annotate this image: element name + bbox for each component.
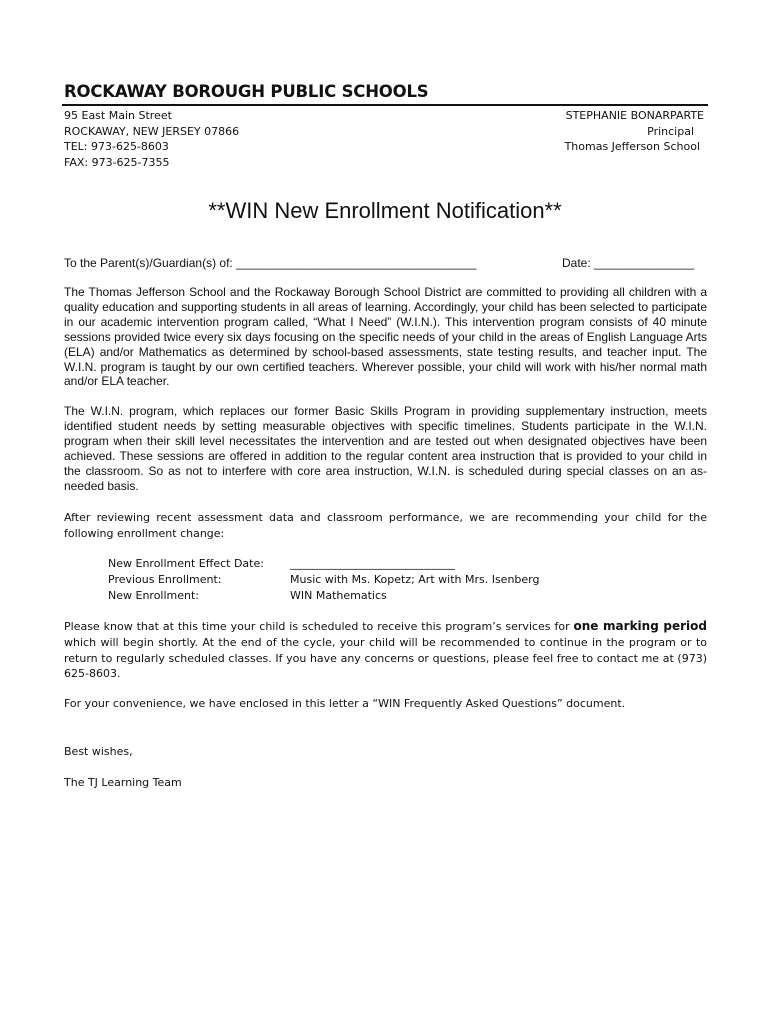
address-tel: TEL: 973-625-8603 [64,140,169,154]
paragraph-schedule [64,619,707,682]
closing: Best wishes, [64,745,133,758]
schedule-text-start: Please know that at this time your child is scheduled to receive this program’s services for [64,620,574,633]
school-name: Thomas Jefferson School [564,140,700,154]
principal-name: STEPHANIE BONARPARTE [565,109,704,122]
signature: The TJ Learning Team [64,776,182,789]
principal-block [565,108,704,155]
principal-title: Principal [647,124,694,138]
enrollment-label: New Enrollment Effect Date: [108,557,264,570]
enrollment-table [108,556,539,604]
schedule-duration: one marking period [573,619,707,633]
address-street: 95 East Main Street [64,109,172,122]
date-line: Date: _______________ [562,256,695,270]
paragraph-intro: The Thomas Jefferson School and the Rockaway Borough School District are committed to providing all children with a quality education and supporting students in all areas of learning. Accordingly, your child has been selected to participate in our academic intervention program called, “What I Need” (W.I.N.). This intervention program consists of 40 minute sessions provided twice every six days focusing on the specific needs of your child in the areas of English Language Arts (ELA) and/or Mathematics as determined by school-based assessments, state testing results, and teacher input. The W.I.N. program is taught by our own certified teachers. Wherever possible, your child will work with his/her normal math and/or ELA teacher. [64,285,707,389]
address-city: ROCKAWAY, NEW JERSEY 07866 [64,124,240,138]
enrollment-value: Music with Ms. Kopetz; Art with Mrs. Isenberg [290,573,540,586]
address-fax: FAX: 973-625-7355 [64,155,170,169]
enrollment-label: New Enrollment: [108,589,200,602]
schedule-text-end: which will begin shortly. At the end of the cycle, your child will be recommended to continue in the program or to return to regularly scheduled classes. If you have any concerns or questions, please feel free to contact me at (973) 625-8603. [64,635,707,681]
paragraph-program: The W.I.N. program, which replaces our former Basic Skills Program in providing supplementary instruction, meets identified student needs by setting measurable objectives with specific timelines. Students participate in the W.I.N. program when their skill level necessitates the intervention and are tested out when designated objectives have been achieved. These sessions are offered in addition to the regular content area instruction that is provided to your child in the classroom. So as not to interfere with core area instruction, W.I.N. is scheduled during special classes on an as-needed basis. [64,404,707,493]
header-rule [62,104,708,106]
enrollment-row [108,588,539,604]
enrollment-value: ______________________________ [290,557,455,570]
paragraph-recommendation: After reviewing recent assessment data and classroom performance, we are recommending your child for the following enrollment change: [64,511,707,540]
enrollment-label: Previous Enrollment: [108,573,222,586]
letter-title: **WIN New Enrollment Notification** [208,198,562,223]
district-name: ROCKAWAY BOROUGH PUBLIC SCHOOLS [64,82,429,101]
recipient-line: To the Parent(s)/Guardian(s) of: ____________________________________ [64,256,477,270]
enrollment-row [108,572,539,588]
paragraph-faq: For your convenience, we have enclosed in this letter a “WIN Frequently Asked Questions” document. [64,697,626,710]
enrollment-value: WIN Mathematics [290,589,387,602]
address-block [64,108,239,170]
enrollment-row [108,556,539,572]
